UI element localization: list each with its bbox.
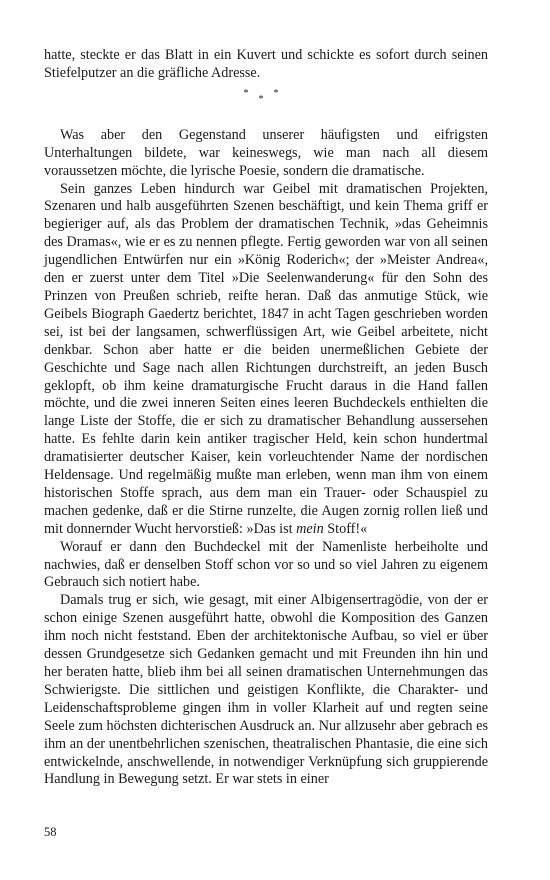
page-number: 58 bbox=[44, 825, 57, 839]
paragraph: Damals trug er sich, wie gesagt, mit einer Albigensertragödie, von der er schon einige Szenen ausgeführt hatte, obwohl die Komposition des Ganzen ihm noch nicht feststand. Eben der architektonische Aufbau, so viel er über dessen Grundgesetze sich Gedanken gemacht und mit Freunden ihn hin und her beraten hatte, blieb ihm bei all seinen dramatischen Unternehmungen das Schwierigste. Die sittlichen und geistigen Konflikte, die Charakter- und Leidenschaftsprobleme gingen ihm in voller Klarheit auf und regten seine Seele zum höchsten dichterischen Ausdruck an. Nur allzusehr aber gebrach es ihm an der unentbehrlichen szenischen, theatralischen Phantasie, die eine sich entwickelnde, anschwellende, in notwendiger Verknüpfung sich gruppierende Handlung in Bewegung setzt. Er war stets in einer bbox=[44, 592, 488, 788]
opening-paragraph: hatte, steckte er das Blatt in ein Kuvert und schickte es sofort durch seinen Stiefelputzer an die gräfliche Adresse. bbox=[44, 47, 488, 81]
divider-asterisk: * bbox=[258, 93, 274, 105]
emphasized-word: mein bbox=[296, 520, 324, 537]
paragraph: Worauf er dann den Buchdeckel mit der Namenliste herbeiholte und nachwies, daß er denselben Stoff schon vor so und so viel Jahren zu eigenem Gebrauch sich notiert habe. bbox=[44, 538, 488, 591]
body-text bbox=[44, 47, 488, 789]
section-divider bbox=[44, 83, 488, 127]
paragraph bbox=[44, 181, 488, 539]
paragraph-tail: Stoff!« bbox=[323, 520, 368, 537]
divider-asterisk: * bbox=[273, 87, 289, 99]
paragraph: Was aber den Gegenstand unserer häufigsten und eifrigsten Unterhaltungen bildete, war keineswegs, wie man nach all diesem voraussetzen möchte, die lyrische Poesie, sondern die dramatische. bbox=[44, 126, 488, 179]
divider-asterisk: * bbox=[243, 87, 259, 99]
paragraph-text: Sein ganzes Leben hindurch war Geibel mit dramatischen Projekten, Szenaren und halb ausgeführten Szenen beschäftigt, und kein Thema griff er begieriger auf, als das Problem der dramatischen Technik, »das Geheimnis des Dramas«, wie er es zu nennen pflegte. Fertig geworden war von all seinen jugendlichen Entwürfen nur ein »König Roderich«; der »Meister Andrea«, den er zuerst unter dem Titel »Die Seelenwanderung« für den Sohn des Prinzen von Preußen schrieb, reifte heran. Daß das anmutige Stück, wie Geibels Biograph Gaedertz berichtet, 1847 in acht Tagen geschrieben worden sei, ist bei der langsamen, schwerflüssigen Art, wie Geibel arbeitete, nicht denkbar. Schon aber hatte er die beiden unermeßlichen Gebiete der Geschichte und Sage nach allen Richtungen durchstreift, an jeden Busch geklopft, ob ihm keine dramaturgische Frucht daraus in die Hand fallen möchte, und die zwei inneren Seiten eines leeren Buchdeckels enthielten die lange Liste der Stoffe, die er sich zu dramatischer Behandlung aussersehen hatte. Es fehlte darin kein antiker tragischer Held, kein schon hundertmal dramatisierter deutscher Kaiser, kein vorleuchtender Name der nordischen Heldensage. Und regelmäßig mußte man erleben, wenn man ihm von einem historischen Stoffe sprach, aus dem man ein Trauer- oder Schauspiel zu machen gedenke, daß er die Stirne runzelte, die Augen zornig rollen ließ und mit donnernder Wucht hervorstieß: »Das ist bbox=[44, 180, 488, 537]
